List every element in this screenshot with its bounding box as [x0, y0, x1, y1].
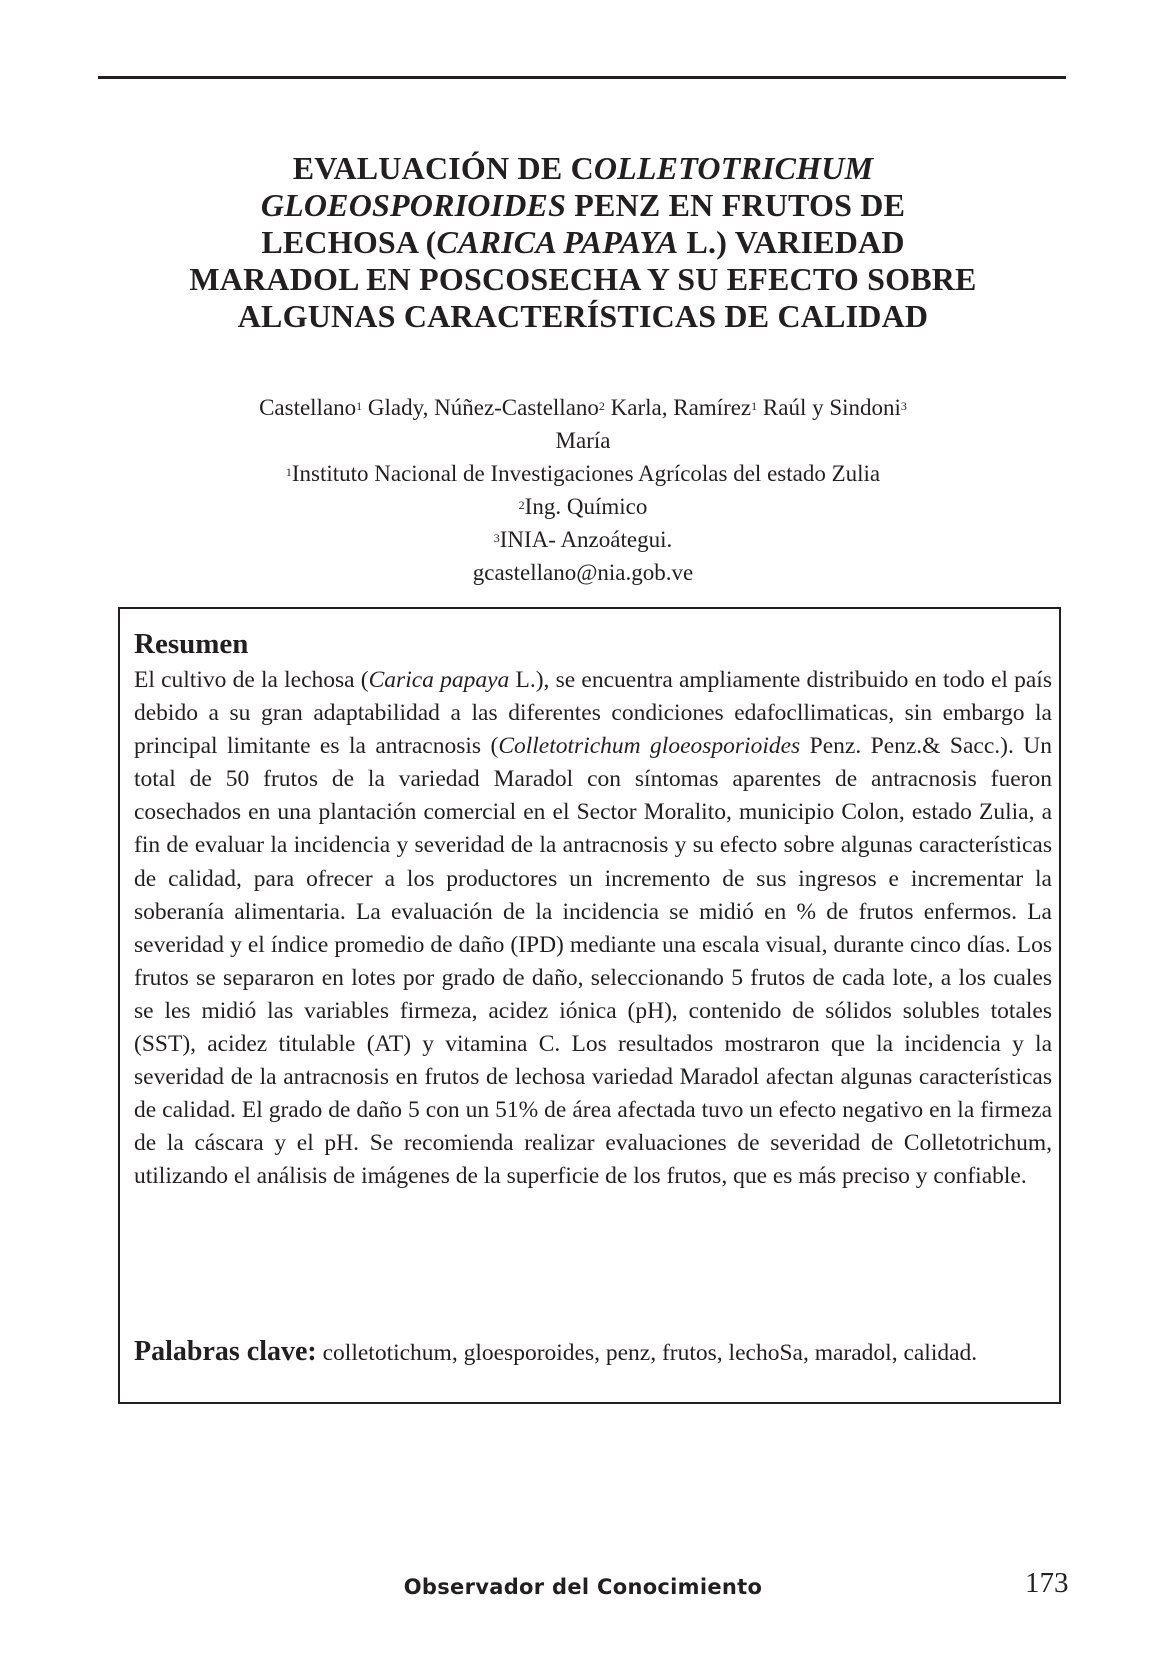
affiliation-2: $^2$Ing. Químico	[518, 494, 648, 519]
abstract-text: El cultivo de la lechosa (Carica papaya L.), se encuentra ampliamente distribuido en todo el país debido a su gran adaptabilidad a las diferentes condiciones edafocllimaticas, sin embargo la principal limitante es la antracnosis (Colletotrichum gloeosporioides Penz. Penz.& Sacc.). Un total de 50 frutos de la variedad Maradol con síntomas aparentes de antracnosis fueron cosechados en una plantación comercial en el Sector Moralito, municipio Colon, estado Zulia, a fin de evaluar la incidencia y severidad de la antracnosis y su efecto sobre algunas características de calidad, para ofrecer a los productores un incremento de sus ingresos e incrementar la soberanía alimentaria. La evaluación de la incidencia se midió en % de frutos enfermos. La severidad y el índice promedio de daño (IPD) mediante una escala visual, durante cinco días. Los frutos se separaron en lotes por grado de daño, seleccionando 5 frutos de cada lote, a los cuales se les midió las variables firmeza, acidez iónica (pH), contenido de sólidos solubles totales (SST), acidez titulable (AT) y vitamina C. Los resultados mostraron que la incidencia y la severidad de la antracnosis en frutos de lechosa variedad Maradol afectan algunas características de calidad. El grado de daño 5 con un 51% de área afectada tuvo un efecto negativo en la firmeza de la cáscara y el pH. Se recomienda realizar evaluaciones de severidad de Colletotrichum, utilizando el análisis de imágenes de la superficie de los frutos, que es más preciso y confiable.	[134, 667, 1052, 1190]
author-email: gcastellano@nia.gob.ve	[472, 560, 694, 585]
keywords-text: colletotichum, gloesporoides, penz, frutos, lechoSa, maradol, calidad.	[316, 1340, 978, 1366]
page-number: 173	[1025, 1567, 1069, 1599]
author-block	[130, 391, 1036, 589]
author-list: Castellano$^1$ Glady, Núñez-Castellano$^2$ Karla, Ramírez$^1$ Raúl y Sindoni$^3$ María	[259, 395, 907, 453]
affiliation-3: $^3$INIA- Anzoátegui.	[493, 527, 673, 552]
keywords	[134, 1335, 1052, 1370]
paper-title: EVALUACIÓN DE COLLETOTRICHUM GLOEOSPORIOIDES PENZ EN FRUTOS DE LECHOSA (CARICA PAPAYA L.) VARIEDAD MARADOL EN POSCOSECHA Y SU EFECTO SOBRE ALGUNAS CARACTERÍSTICAS DE CALIDAD	[189, 150, 977, 334]
top-rule	[98, 76, 1066, 79]
abstract-heading: Resumen	[134, 628, 249, 660]
keywords-label: Palabras clave:	[134, 1336, 317, 1367]
affiliation-1: $^1$Instituto Nacional de Investigaciones Agrícolas del estado Zulia	[285, 461, 881, 486]
journal-name: Observador del Conocimiento	[403, 1575, 763, 1599]
